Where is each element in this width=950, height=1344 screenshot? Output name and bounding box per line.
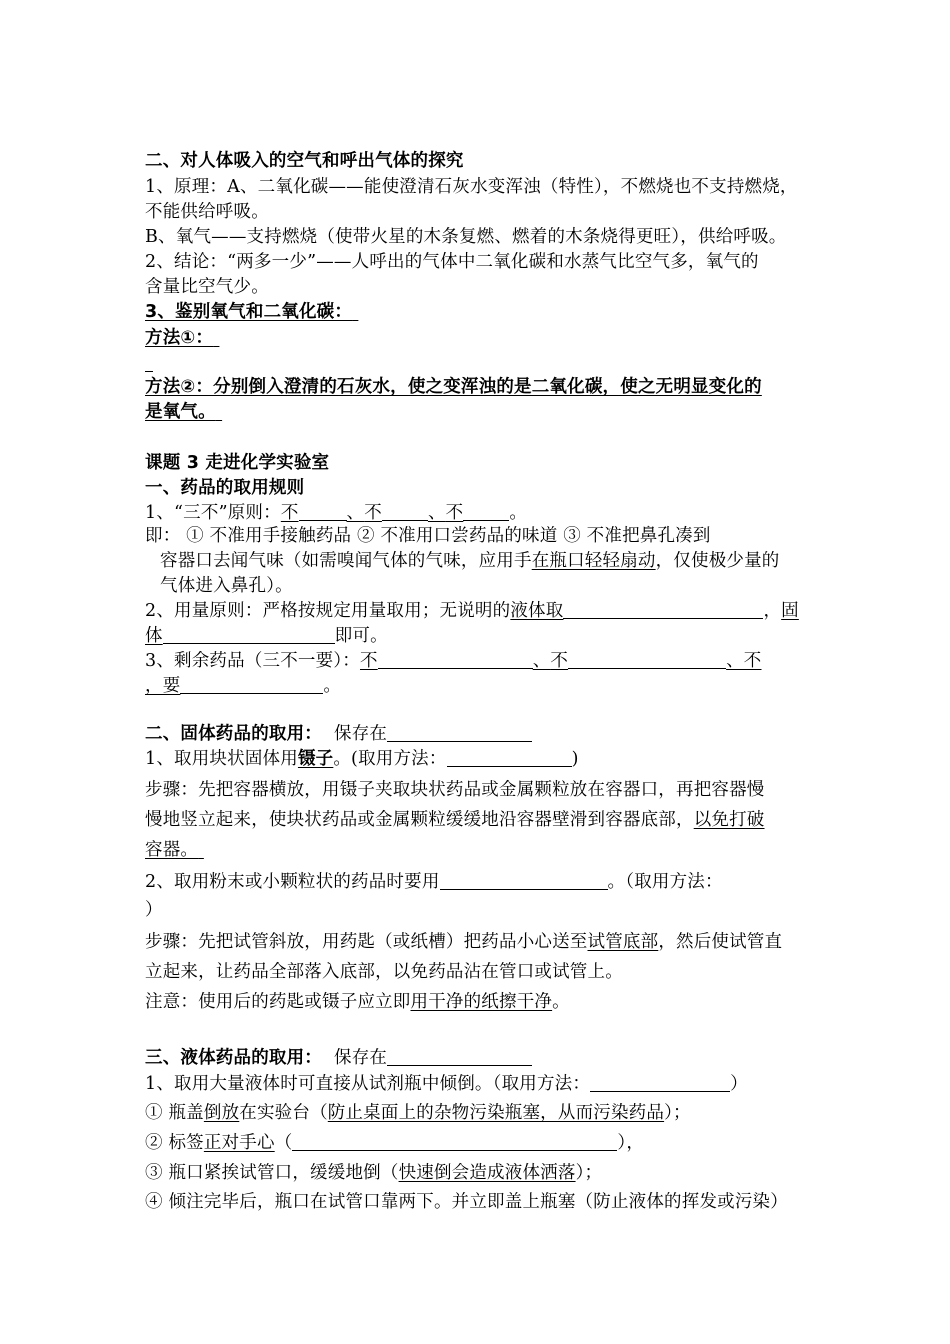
powder-step-1 (145, 930, 815, 954)
method-2-line-1 (145, 375, 815, 399)
leftover-rule-2 (145, 674, 815, 698)
liquid-l1-end: ） (730, 1074, 748, 1094)
solid-line-1 (145, 747, 815, 771)
oxygen-line: B、氧气——支持燃烧（使带火星的木条复燃、燃着的木条烧得更旺），供给呼吸。 (145, 227, 787, 247)
principle-line-1: 1、原理：A、二氧化碳——能使澄清石灰水变浑浊（特性），不燃烧也不支持燃烧， (145, 177, 798, 197)
detail-2-pre: 容器口去闻气味（如需嗅闻气体的气味，应用手 (160, 551, 532, 571)
liquid-item-1 (145, 1101, 815, 1125)
leftover-no-2: 不 (550, 651, 569, 671)
identify-heading-text: 3、鉴别氧气和二氧化碳： (145, 302, 353, 322)
powder-post: 。（取用方法： (607, 872, 723, 892)
item1-pre: ① 瓶盖 (145, 1103, 204, 1123)
item2-pre: ② 标签 (145, 1133, 204, 1153)
blank-no-1 (299, 502, 347, 521)
method-2-text-2: 是氧气。 (145, 402, 216, 422)
liquid-save-label: 保存在 (334, 1048, 388, 1068)
rules-heading: 一、药品的取用规则 (145, 478, 305, 498)
sep-1: 、 (346, 503, 365, 523)
conclusion-line-1: 2、结论：“两多一少”——人呼出的气体中二氧化碳和水蒸气比空气多，氧气的 (145, 252, 759, 272)
powder-step-2: 立起来，让药品全部落入底部，以免药品沾在管口或试管上。 (145, 962, 623, 982)
blank-liquid-save (387, 1047, 532, 1066)
solid-l1-end: ) (571, 749, 579, 769)
solid-l1-mid: 。(取用方法： (333, 749, 447, 769)
identify-heading (145, 300, 815, 324)
dosage-end: 即可。 (334, 626, 388, 646)
three-no-label: 1、“三不”原则： (145, 503, 281, 523)
solid-heading-line (145, 722, 815, 746)
solid-heading: 二、固体药品的取用： (145, 724, 322, 744)
liquid-item-4: ④ 倾注完毕后，瓶口在试管口靠两下。并立即盖上瓶塞（防止液体的挥发或污染） (145, 1192, 788, 1212)
leftover-pre: 3、剩余药品（三不一要）： (145, 651, 360, 671)
powder-step-post: ，然后使试管直 (658, 932, 783, 952)
solid-note (145, 990, 815, 1014)
note-pre: 注意：使用后的药匙或镊子应立即 (145, 992, 411, 1012)
blank-solid (163, 625, 335, 644)
dosage-pre: 2、用量原则：严格按规定用量取用；无说明的 (145, 601, 511, 621)
blank-liquid-method (590, 1073, 730, 1092)
item3-pre: ③ 瓶口紧挨试管口，缓缓地倒（ (145, 1163, 399, 1183)
dosage-comma: ， (763, 601, 782, 621)
wipe-clean: 用干净的纸擦干净 (410, 992, 553, 1012)
solid-body: 体 (145, 626, 163, 646)
leftover-no-3: 、不 (726, 651, 762, 671)
powder-pre: 2、取用粉末或小颗粒状的药品时要用 (145, 872, 440, 892)
prevent-contamination: 防止桌面上的杂物污染瓶塞，从而污染药品 (327, 1103, 665, 1123)
liquid-heading: 三、液体药品的取用： (145, 1048, 322, 1068)
leftover-must: ，要 (145, 676, 181, 696)
no-2: 不 (364, 503, 382, 523)
dosage-rule (145, 599, 815, 623)
note-end: 。 (552, 992, 570, 1012)
detail-2-post: ，仅使极少量的 (655, 551, 780, 571)
tweezers: 镊子 (297, 749, 334, 769)
blank-no-3 (463, 502, 509, 521)
solid-step-1: 步骤：先把容器横放，用镊子夹取块状药品或金属颗粒放在容器口，再把容器慢 (145, 780, 765, 800)
leftover-no-1: 不 (359, 651, 378, 671)
blank-no-2 (382, 502, 428, 521)
blank-liquid (563, 600, 763, 619)
item1-end: ）； (664, 1103, 691, 1123)
no-3: 不 (445, 503, 464, 523)
spill-reason: 快速倒会造成液体洒落 (398, 1163, 576, 1183)
blank-solid-save (387, 723, 532, 742)
liquid-line-1 (145, 1072, 815, 1096)
method-1-blank (145, 352, 815, 376)
solid-step2-pre: 慢地竖立起来，使块状药品或金属颗粒缓缓地沿容器壁滑到容器底部， (145, 810, 694, 830)
three-no-detail-3: 气体进入鼻孔）。 (160, 576, 293, 596)
blank-leftover-2 (568, 650, 726, 669)
method-1-label: 方法①： (145, 328, 214, 348)
blank-leftover-3 (180, 675, 323, 694)
solid-label: 固 (781, 601, 799, 621)
solid-step-2 (145, 808, 815, 832)
no-1: 不 (280, 503, 299, 523)
item2-mid: （ (274, 1133, 293, 1153)
liquid-item-2 (145, 1131, 815, 1155)
face-palm: 正对手心 (203, 1133, 275, 1153)
container: 容器。 (145, 840, 199, 860)
three-no-detail-1: 即： ① 不准用手接触药品 ② 不准用口尝药品的味道 ③ 不准把鼻孔凑到 (145, 526, 711, 546)
method-2-text-1: 方法②：分别倒入澄清的石灰水，使之变浑浊的是二氧化碳，使之无明显变化的 (145, 377, 762, 397)
liquid-heading-line (145, 1046, 815, 1070)
liquid-take: 液体取 (510, 601, 564, 621)
powder-line (145, 870, 815, 894)
section-heading-breath: 二、对人体吸入的空气和呼出气体的探究 (145, 151, 464, 171)
item3-end: ）； (575, 1163, 603, 1183)
blank-line (145, 353, 153, 372)
powder-line-2: ） (145, 900, 163, 920)
powder-step-pre: 步骤：先把试管斜放，用药匙（或纸槽）把药品小心送至 (145, 932, 588, 952)
three-no-rule (145, 501, 815, 525)
leftover-sep: 、 (532, 651, 551, 671)
solid-l1-pre: 1、取用块状固体用 (145, 749, 298, 769)
method-1 (145, 326, 815, 350)
fan-gently: 在瓶口轻轻扇动 (531, 551, 656, 571)
leftover-rule (145, 649, 815, 673)
liquid-item-3 (145, 1161, 815, 1185)
dosage-rule-2 (145, 624, 815, 648)
item1-mid: 在实验台（ (239, 1103, 328, 1123)
method-2-line-2 (145, 400, 815, 424)
conclusion-line-2: 含量比空气少。 (145, 277, 269, 297)
identify-heading-tail (352, 302, 358, 322)
three-no-detail-2 (160, 549, 815, 573)
tube-bottom: 试管底部 (587, 932, 659, 952)
rule-end: 。 (509, 503, 528, 523)
leftover-end: 。 (323, 676, 342, 696)
solid-step-3 (145, 838, 815, 862)
upside-down: 倒放 (203, 1103, 240, 1123)
principle-line-2: 不能供给呼吸。 (145, 202, 269, 222)
avoid-break: 以免打破 (693, 810, 765, 830)
sep-2: 、 (427, 503, 446, 523)
liquid-l1-pre: 1、取用大量液体时可直接从试剂瓶中倾倒。（取用方法： (145, 1074, 591, 1094)
container-tail (198, 840, 204, 860)
lesson-title: 课题 3 走进化学实验室 (145, 453, 330, 473)
blank-powder (440, 871, 608, 890)
blank-leftover-1 (378, 650, 533, 669)
method-2-tail (216, 402, 222, 422)
item2-end: ）， (617, 1133, 645, 1153)
solid-save-label: 保存在 (334, 724, 388, 744)
method-1-tail (213, 328, 219, 348)
blank-label-reason (292, 1132, 617, 1151)
blank-solid-method (447, 748, 572, 767)
